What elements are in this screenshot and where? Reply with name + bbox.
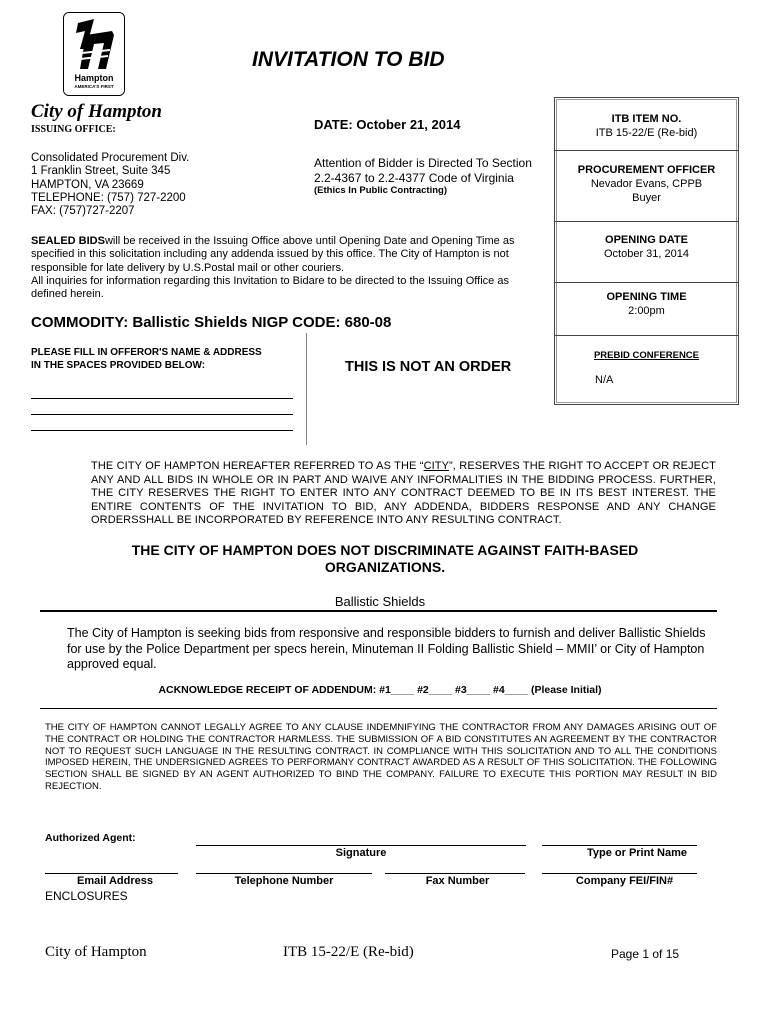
issuer-telephone: TELEPHONE: (757) 727-2200: [31, 191, 186, 204]
prebid-conference-label: PREBID CONFERENCE: [593, 350, 700, 361]
offeror-name-line[interactable]: [31, 398, 293, 399]
logo-name: Hampton: [74, 73, 114, 83]
procurement-officer-name: Nevador Evans, CPPB: [590, 178, 703, 190]
section-title: Ballistic Shields: [334, 594, 426, 609]
procurement-officer-title: Buyer: [632, 192, 661, 204]
issuer-city: City of Hampton: [31, 101, 162, 122]
box-divider: [555, 150, 738, 151]
opening-time-label: OPENING TIME: [606, 291, 687, 303]
addendum-acknowledgement: ACKNOWLEDGE RECEIPT OF ADDENDUM: #1____ #2____ #3____ #4____ (Please Initial): [158, 684, 602, 696]
printed-name-line[interactable]: [542, 845, 697, 846]
opening-time-value: 2:00pm: [628, 305, 665, 317]
attention-notice: [314, 156, 532, 185]
logo-tagline: AMERICA'S FIRST: [74, 84, 114, 89]
email-line[interactable]: [45, 873, 178, 874]
inquiries-text: All inquiries for information regarding this Invitation to Bidare to be directed to the Issuing Office as defined herein.: [31, 274, 509, 301]
offeror-address-line-1[interactable]: [31, 414, 293, 415]
box-divider: [555, 335, 738, 336]
issuer-division: Consolidated Procurement Div.: [31, 152, 190, 164]
printed-name-label: Type or Print Name: [586, 847, 688, 859]
hampton-logo: [63, 12, 125, 96]
attention-line-2: 2.2-4367 to 2.2-4377 Code of Virginia: [314, 170, 514, 185]
issuer-city-state: HAMPTON, VA 23669: [31, 178, 144, 191]
enclosures-label: ENCLOSURES: [45, 889, 128, 903]
opening-date-value: October 31, 2014: [603, 248, 689, 260]
box-divider: [555, 282, 738, 283]
opening-date-label: OPENING DATE: [605, 234, 688, 246]
ethics-note: (Ethics In Public Contracting): [314, 185, 448, 196]
prebid-conference-value: N/A: [595, 374, 614, 386]
box-divider: [555, 221, 738, 222]
itb-item-label: ITB ITEM NO.: [611, 113, 682, 125]
signature-line[interactable]: [196, 845, 526, 846]
issuer-address: [31, 152, 189, 218]
itb-info-box: [554, 97, 739, 405]
attention-line-1: Attention of Bidder is Directed To Section: [314, 156, 532, 170]
page-title: INVITATION TO BID: [252, 48, 445, 71]
legal-rule: [40, 708, 717, 709]
non-discrimination-line-1: THE CITY OF HAMPTON DOES NOT DISCRIMINATE AGAINST FAITH-BASED: [131, 542, 639, 558]
telephone-label: Telephone Number: [234, 875, 334, 887]
issuing-office-label: ISSUING OFFICE:: [31, 124, 116, 135]
issuer-street: 1 Franklin Street, Suite 345: [31, 165, 171, 178]
email-label: Email Address: [76, 875, 153, 887]
column-divider: [306, 333, 307, 445]
fax-label: Fax Number: [425, 875, 490, 887]
fein-line[interactable]: [542, 873, 697, 874]
fill-in-line-2: IN THE SPACES PROVIDED BELOW:: [31, 359, 206, 371]
fein-label: Company FEI/FIN#: [575, 875, 674, 887]
legal-notice: THE CITY OF HAMPTON CANNOT LEGALLY AGREE TO ANY CLAUSE INDEMNIFYING THE CONTRACTOR FROM ANY DAMAGES ARISING OUT OF THE CONTRACT OR HOLDING THE CONTRACTOR HARMLESS. THE SUBMISSION OF A BID CONSTITUTES AN AGREEMENT BY THE CONTRACTOR NOT TO REQUEST SUCH LANGUAGE IN THE RESULTING CONTRACT. IN COMPLIANCE WITH THIS SOLICITATION AND TO ALL THE CONDITIONS IMPOSED HEREIN, THE UNDERSIGNED AGREES TO PERFORMANY CONTRACT AWARDED AS A RESULT OF THIS SOLICITATION. THE FOLLOWING SECTION SHALL BE SIGNED BY AN AGENT AUTHORIZED TO BIND THE COMPANY. FAILURE TO EXECUTE THIS PORTION MAY RESULT IN BID REJECTION.: [45, 722, 717, 792]
telephone-line[interactable]: [196, 873, 372, 874]
not-an-order-notice: THIS IS NOT AN ORDER: [345, 359, 512, 375]
fill-in-instructions: [31, 347, 262, 372]
non-discrimination-statement: [60, 542, 710, 576]
authorized-agent-label: Authorized Agent:: [45, 832, 136, 844]
issuer-fax: FAX: (757)727-2207: [31, 205, 135, 218]
scope-paragraph: The City of Hampton is seeking bids from responsive and responsible bidders to furnish and deliver Ballistic Shields for use by the Police Department per specs herein, Minuteman II Folding Ballistic Shield – MMII’ or City of Hampton approved equal.: [67, 626, 706, 671]
reserves-text-end: ”, RESERVES THE RIGHT TO ACCEPT OR REJECT ANY AND ALL BIDS IN WHOLE OR IN PART AND WAIVE ANY INFORMALITIES IN THE BIDDING PROCESS. FURTHER, THE CITY RESERVES THE RIGHT TO ENTER INTO ANY CONTRACT DEEMED TO BE IN ITS BEST INTEREST. THE ENTIRE CONTENTS OF THE INVITATION TO BID, ANY ADDENDA, BIDDERS RESPONSE AND ANY CHANGE ORDERSSHALL BE INCORPORATED BY REFERENCE INTO ANY RESULTING CONTRACT.: [91, 460, 716, 526]
sealed-bids-lead: SEALED BIDS: [31, 235, 105, 247]
page-number: Page 1 of 15: [611, 947, 680, 961]
sealed-bids-text: will be received in the Issuing Office above until Opening Date and Opening Time as specified in this solicitation including any addenda issued by this office. The City of Hampton is not responsible for late delivery by U.S.Postal mail or other couriers.: [31, 235, 515, 274]
footer-itb: ITB 15-22/E (Re-bid): [283, 944, 414, 960]
section-rule: [40, 610, 717, 612]
reserves-text-start: THE CITY OF HAMPTON HEREAFTER REFERRED TO AS THE “: [91, 460, 424, 472]
offeror-address-line-2[interactable]: [31, 430, 293, 431]
fax-line[interactable]: [385, 873, 525, 874]
reserves-city: CITY: [423, 460, 450, 472]
non-discrimination-line-2: ORGANIZATIONS.: [324, 559, 446, 575]
itb-item-value: ITB 15-22/E (Re-bid): [595, 127, 698, 139]
commodity-heading: COMMODITY: Ballistic Shields NIGP CODE: 680-08: [31, 314, 392, 331]
footer-city: City of Hampton: [45, 944, 147, 960]
reserves-paragraph: [91, 460, 716, 528]
bid-date: DATE: October 21, 2014: [314, 117, 461, 132]
signature-label: Signature: [335, 847, 387, 859]
procurement-officer-label: PROCUREMENT OFFICER: [577, 164, 716, 176]
fill-in-line-1: PLEASE FILL IN OFFEROR'S NAME & ADDRESS: [31, 347, 262, 358]
sealed-bids-paragraph: [31, 235, 541, 301]
